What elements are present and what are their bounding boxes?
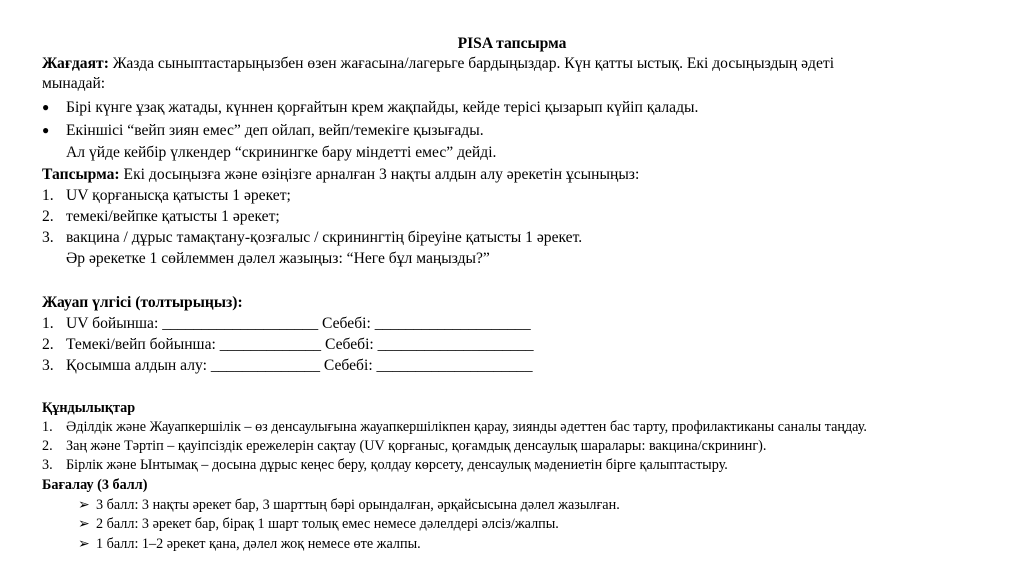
grading-item: ➢ 2 балл: 3 әрекет бар, бірақ 1 шарт толық емес немесе дәлелдері әлсіз/жалпы. (78, 516, 559, 532)
task-item: 3. вакцина / дұрыс тамақтану-қозғалыс / скринингтің біреуіне қатысты 1 әрекет. (42, 229, 583, 246)
task-item: 2. темекі/вейпке қатысты 1 әрекет; (42, 208, 280, 225)
answer-row: 1. UV бойынша: ____________________ Себебі: ____________________ (42, 315, 531, 332)
arrow-bullet-icon: ➢ (78, 536, 90, 552)
situation-line-2: мынадай: (42, 75, 106, 92)
arrow-bullet-icon: ➢ (78, 497, 90, 513)
task-note: Әр әрекетке 1 сөйлеммен дәлел жазыңыз: “Неге бұл маңызды?” (66, 250, 490, 267)
situation-label: Жағдаят: (42, 55, 109, 72)
answer-row: 3. Қосымша алдын алу: ______________ Себебі: ____________________ (42, 357, 533, 374)
situation-text: Жазда сыныптастарыңызбен өзен жағасына/лагерьге бардыңыздар. Күн қатты ыстық. Екі досыңыздың әдеті (112, 55, 835, 72)
answer-row: 2. Темекі/вейп бойынша: _____________ Себебі: ____________________ (42, 336, 534, 353)
situation-bullet-continuation: Ал үйде кейбір үлкендер “скринингке бару міндетті емес” дейді. (66, 144, 497, 161)
bullet-dot-icon: ● (42, 100, 50, 114)
situation-bullet-1: ● Бірі күнге ұзақ жатады, күннен қорғайтын крем жақпайды, кейде терісі қызарып күйіп қалады. (42, 99, 699, 116)
situation-line-1 (42, 54, 834, 74)
task-line (42, 165, 639, 185)
task-item: 1. UV қорғанысқа қатысты 1 әрекет; (42, 187, 291, 204)
grading-item: ➢ 1 балл: 1–2 әрекет қана, дәлел жоқ немесе өте жалпы. (78, 536, 421, 552)
bullet-dot-icon: ● (42, 123, 50, 137)
grading-item: ➢ 3 балл: 3 нақты әрекет бар, 3 шарттың бәрі орындалған, әрқайсысына дәлел жазылған. (78, 497, 620, 513)
values-item: 1. Әділдік және Жауапкершілік – өз денсаулығына жауапкершілікпен қарау, зиянды әдеттен бас тарту, профилактиканы саналы таңдау. (42, 419, 867, 435)
grading-heading: Бағалау (3 балл) (42, 477, 148, 493)
task-label: Тапсырма: (42, 166, 120, 183)
values-item: 2. Заң және Тәртіп – қауіпсіздік ережелерін сақтау (UV қорғаныс, қоғамдық денсаулық шаралары: вакцина/скрининг). (42, 438, 767, 454)
values-heading: Құндылықтар (42, 400, 136, 416)
task-text: Екі досыңызға және өзіңізге арналған 3 нақты алдын алу әрекетін ұсыныңыз: (123, 166, 640, 183)
arrow-bullet-icon: ➢ (78, 516, 90, 532)
page-title: PISA тапсырма (457, 35, 567, 52)
values-item: 3. Бірлік және Ынтымақ – досына дұрыс кеңес беру, қолдау көрсету, денсаулық мәдениетін бірге қалыптастыру. (42, 457, 728, 473)
answer-heading: Жауап үлгісі (толтырыңыз): (42, 294, 243, 311)
situation-bullet-2: ● Екіншісі “вейп зиян емес” деп ойлап, вейп/темекіге қызығады. (42, 122, 484, 139)
